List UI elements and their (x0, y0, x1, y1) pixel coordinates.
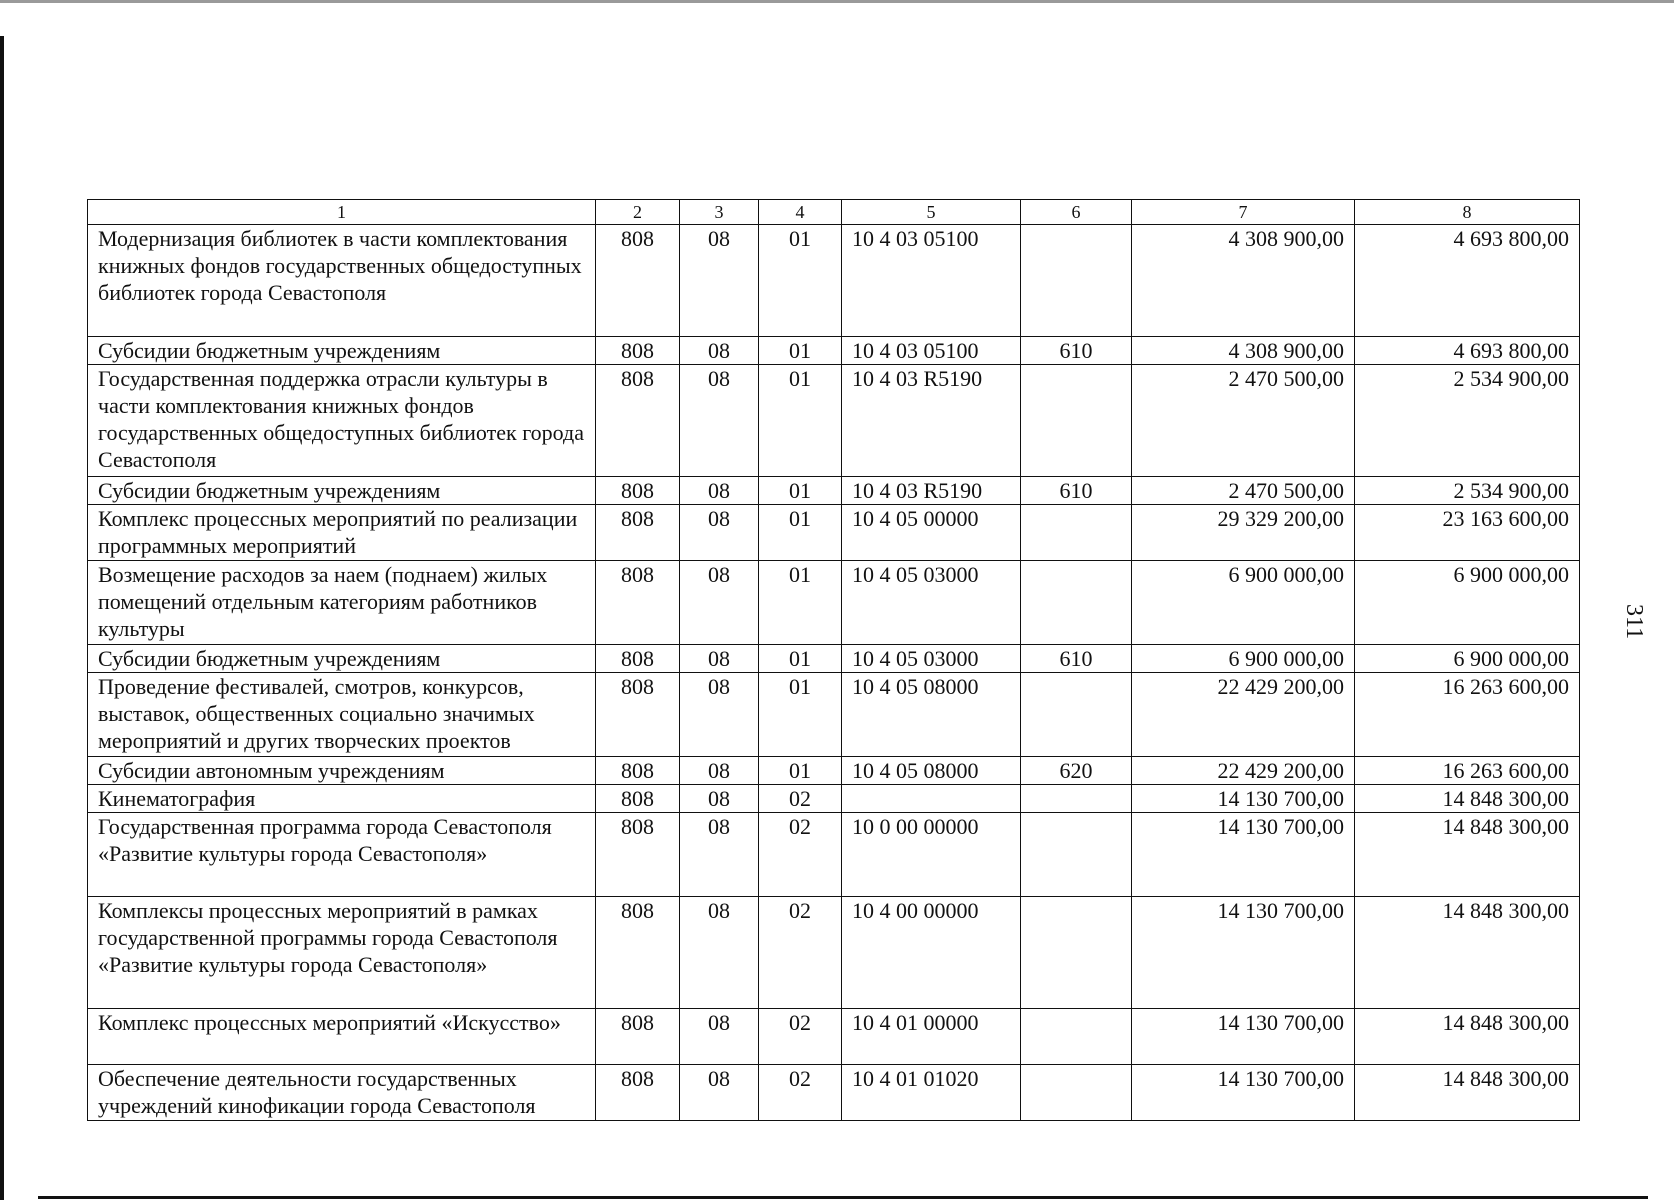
expense-name-cell: Модернизация библиотек в части комплектования книжных фондов государственных общедоступных библиотек города Севастополя (88, 225, 596, 337)
section-code-cell: 08 (680, 561, 759, 645)
amount-year2-cell: 23 163 600,00 (1355, 505, 1580, 561)
subsection-code-cell: 01 (759, 477, 842, 505)
expense-name-cell: Субсидии бюджетным учреждениям (88, 337, 596, 365)
expense-name-cell: Субсидии автономным учреждениям (88, 757, 596, 785)
section-code-cell: 08 (680, 505, 759, 561)
expense-name-cell: Субсидии бюджетным учреждениям (88, 477, 596, 505)
column-header: 5 (842, 200, 1021, 225)
target-item-cell (842, 785, 1021, 813)
ministry-code-cell: 808 (596, 645, 680, 673)
target-item-cell: 10 4 03 R5190 (842, 477, 1021, 505)
target-item-cell: 10 4 03 R5190 (842, 365, 1021, 477)
amount-year2-cell: 16 263 600,00 (1355, 673, 1580, 757)
amount-year2-cell: 6 900 000,00 (1355, 645, 1580, 673)
table-row (88, 365, 1580, 477)
amount-year2-cell: 16 263 600,00 (1355, 757, 1580, 785)
expense-type-cell (1021, 785, 1132, 813)
section-code-cell: 08 (680, 813, 759, 897)
target-item-cell: 10 4 03 05100 (842, 225, 1021, 337)
expense-type-cell (1021, 1065, 1132, 1121)
expense-type-cell (1021, 505, 1132, 561)
column-header: 4 (759, 200, 842, 225)
target-item-cell: 10 4 05 00000 (842, 505, 1021, 561)
amount-year2-cell: 6 900 000,00 (1355, 561, 1580, 645)
expense-type-cell (1021, 561, 1132, 645)
budget-table (87, 199, 1580, 1121)
amount-year1-cell: 22 429 200,00 (1132, 673, 1355, 757)
ministry-code-cell: 808 (596, 813, 680, 897)
column-header: 8 (1355, 200, 1580, 225)
amount-year2-cell: 2 534 900,00 (1355, 477, 1580, 505)
amount-year1-cell: 2 470 500,00 (1132, 477, 1355, 505)
ministry-code-cell: 808 (596, 561, 680, 645)
subsection-code-cell: 01 (759, 337, 842, 365)
ministry-code-cell: 808 (596, 1065, 680, 1121)
ministry-code-cell: 808 (596, 505, 680, 561)
amount-year1-cell: 14 130 700,00 (1132, 1065, 1355, 1121)
subsection-code-cell: 02 (759, 897, 842, 1009)
subsection-code-cell: 02 (759, 785, 842, 813)
expense-type-cell (1021, 673, 1132, 757)
expense-type-cell (1021, 813, 1132, 897)
amount-year1-cell: 14 130 700,00 (1132, 813, 1355, 897)
ministry-code-cell: 808 (596, 1009, 680, 1065)
section-code-cell: 08 (680, 337, 759, 365)
amount-year2-cell: 4 693 800,00 (1355, 337, 1580, 365)
amount-year1-cell: 14 130 700,00 (1132, 785, 1355, 813)
amount-year1-cell: 29 329 200,00 (1132, 505, 1355, 561)
table-row (88, 757, 1580, 785)
section-code-cell: 08 (680, 225, 759, 337)
bottom-rule (38, 1196, 1648, 1199)
ministry-code-cell: 808 (596, 897, 680, 1009)
amount-year2-cell: 14 848 300,00 (1355, 813, 1580, 897)
table-row (88, 337, 1580, 365)
target-item-cell: 10 4 01 00000 (842, 1009, 1021, 1065)
subsection-code-cell: 01 (759, 645, 842, 673)
column-header: 7 (1132, 200, 1355, 225)
scan-top-edge (0, 0, 1674, 3)
expense-name-cell: Возмещение расходов за наем (поднаем) жилых помещений отдельным категориям работников культуры (88, 561, 596, 645)
amount-year1-cell: 14 130 700,00 (1132, 897, 1355, 1009)
expense-name-cell: Комплекс процессных мероприятий «Искусство» (88, 1009, 596, 1065)
table-row (88, 225, 1580, 337)
expense-type-cell (1021, 365, 1132, 477)
amount-year1-cell: 4 308 900,00 (1132, 337, 1355, 365)
column-number-row (88, 200, 1580, 225)
subsection-code-cell: 02 (759, 1009, 842, 1065)
expense-name-cell: Кинематография (88, 785, 596, 813)
subsection-code-cell: 02 (759, 1065, 842, 1121)
section-code-cell: 08 (680, 1009, 759, 1065)
amount-year1-cell: 6 900 000,00 (1132, 645, 1355, 673)
table-row (88, 897, 1580, 1009)
amount-year1-cell: 4 308 900,00 (1132, 225, 1355, 337)
amount-year1-cell: 22 429 200,00 (1132, 757, 1355, 785)
ministry-code-cell: 808 (596, 757, 680, 785)
amount-year1-cell: 2 470 500,00 (1132, 365, 1355, 477)
table-row (88, 673, 1580, 757)
target-item-cell: 10 4 05 08000 (842, 757, 1021, 785)
expense-name-cell: Комплексы процессных мероприятий в рамках государственной программы города Севастополя «Развитие культуры города Севастополя» (88, 897, 596, 1009)
subsection-code-cell: 02 (759, 813, 842, 897)
column-header: 3 (680, 200, 759, 225)
expense-name-cell: Субсидии бюджетным учреждениям (88, 645, 596, 673)
amount-year2-cell: 2 534 900,00 (1355, 365, 1580, 477)
subsection-code-cell: 01 (759, 505, 842, 561)
expense-type-cell: 620 (1021, 757, 1132, 785)
target-item-cell: 10 4 05 08000 (842, 673, 1021, 757)
amount-year2-cell: 14 848 300,00 (1355, 1065, 1580, 1121)
subsection-code-cell: 01 (759, 365, 842, 477)
expense-name-cell: Обеспечение деятельности государственных учреждений кинофикации города Севастополя (88, 1065, 596, 1121)
ministry-code-cell: 808 (596, 785, 680, 813)
ministry-code-cell: 808 (596, 477, 680, 505)
column-header: 1 (88, 200, 596, 225)
amount-year2-cell: 14 848 300,00 (1355, 897, 1580, 1009)
target-item-cell: 10 4 05 03000 (842, 645, 1021, 673)
subsection-code-cell: 01 (759, 561, 842, 645)
scan-left-edge (0, 36, 4, 1200)
expense-type-cell: 610 (1021, 477, 1132, 505)
table-row (88, 1065, 1580, 1121)
section-code-cell: 08 (680, 1065, 759, 1121)
table-row (88, 1009, 1580, 1065)
target-item-cell: 10 4 01 01020 (842, 1065, 1021, 1121)
section-code-cell: 08 (680, 785, 759, 813)
table-row (88, 813, 1580, 897)
table-row (88, 561, 1580, 645)
ministry-code-cell: 808 (596, 673, 680, 757)
column-header: 2 (596, 200, 680, 225)
section-code-cell: 08 (680, 645, 759, 673)
section-code-cell: 08 (680, 365, 759, 477)
ministry-code-cell: 808 (596, 225, 680, 337)
table-row (88, 505, 1580, 561)
expense-name-cell: Государственная поддержка отрасли культуры в части комплектования книжных фондов государственных общедоступных библиотек города Севастополя (88, 365, 596, 477)
amount-year2-cell: 14 848 300,00 (1355, 1009, 1580, 1065)
subsection-code-cell: 01 (759, 757, 842, 785)
target-item-cell: 10 4 05 03000 (842, 561, 1021, 645)
subsection-code-cell: 01 (759, 673, 842, 757)
subsection-code-cell: 01 (759, 225, 842, 337)
section-code-cell: 08 (680, 673, 759, 757)
section-code-cell: 08 (680, 477, 759, 505)
expense-type-cell (1021, 225, 1132, 337)
expense-type-cell (1021, 1009, 1132, 1065)
target-item-cell: 10 4 00 00000 (842, 897, 1021, 1009)
expense-type-cell: 610 (1021, 337, 1132, 365)
column-header: 6 (1021, 200, 1132, 225)
table-row (88, 785, 1580, 813)
page-number: 311 (1621, 604, 1647, 640)
expense-name-cell: Комплекс процессных мероприятий по реализации программных мероприятий (88, 505, 596, 561)
amount-year1-cell: 6 900 000,00 (1132, 561, 1355, 645)
amount-year1-cell: 14 130 700,00 (1132, 1009, 1355, 1065)
section-code-cell: 08 (680, 757, 759, 785)
table-row (88, 645, 1580, 673)
ministry-code-cell: 808 (596, 365, 680, 477)
table-row (88, 477, 1580, 505)
section-code-cell: 08 (680, 897, 759, 1009)
expense-name-cell: Государственная программа города Севастополя «Развитие культуры города Севастополя» (88, 813, 596, 897)
target-item-cell: 10 4 03 05100 (842, 337, 1021, 365)
amount-year2-cell: 4 693 800,00 (1355, 225, 1580, 337)
expense-type-cell (1021, 897, 1132, 1009)
ministry-code-cell: 808 (596, 337, 680, 365)
expense-type-cell: 610 (1021, 645, 1132, 673)
amount-year2-cell: 14 848 300,00 (1355, 785, 1580, 813)
target-item-cell: 10 0 00 00000 (842, 813, 1021, 897)
expense-name-cell: Проведение фестивалей, смотров, конкурсов, выставок, общественных социально значимых мероприятий и других творческих проектов (88, 673, 596, 757)
